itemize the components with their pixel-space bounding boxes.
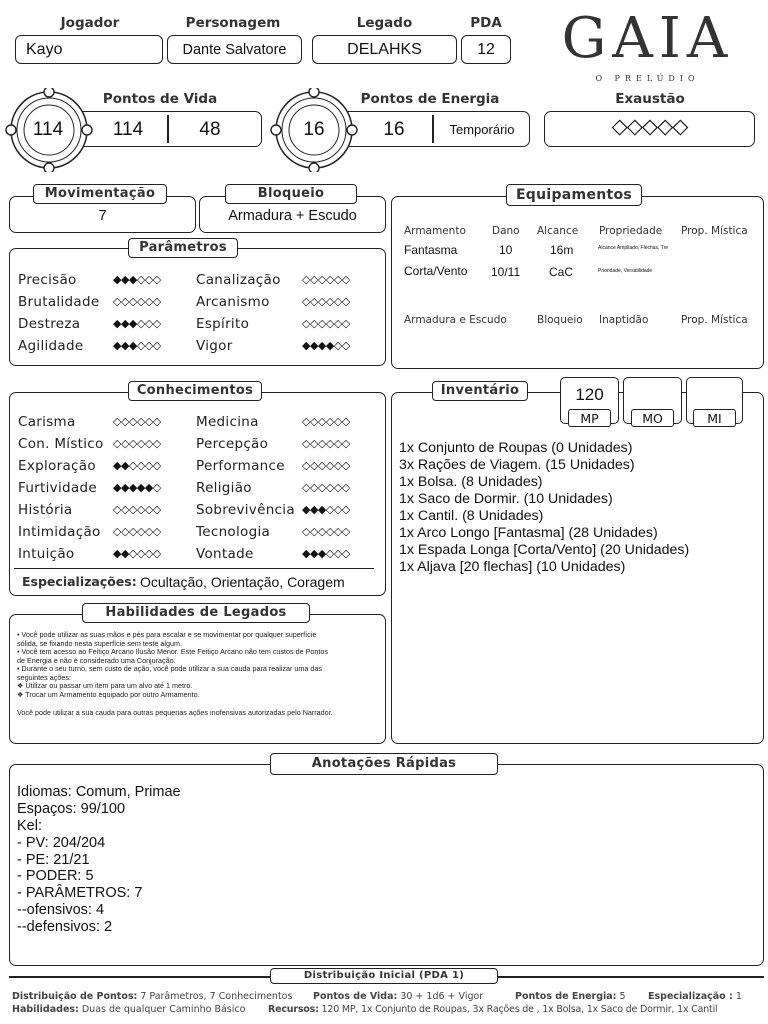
habilidade-line: sólida, se fixando nesta superfície sem teste algum. xyxy=(17,638,183,648)
equip-arma[interactable]: Corta/Vento xyxy=(404,264,468,278)
distribuicao-line2-b xyxy=(268,1004,717,1015)
param-dots[interactable]: ◆◆◆◇◇◇ xyxy=(113,273,161,286)
param-name: Brutalidade xyxy=(18,294,100,310)
conhecimento-dots[interactable]: ◇◇◇◇◇◇ xyxy=(113,415,161,428)
habilidade-line: • Você tem acesso ao Feitiço Arcano Ilusão Menor. Este Feitiço Arcano não tem custos de Pontos xyxy=(17,647,328,656)
conhecimento-dots[interactable]: ◇◇◇◇◇◇ xyxy=(302,459,350,472)
equip-header: Armamento xyxy=(404,225,466,237)
jogador-label: Jogador xyxy=(60,15,120,31)
equip-alcance[interactable]: 16m xyxy=(550,243,574,257)
pda-field[interactable] xyxy=(461,35,511,64)
dist-key: Distribuição de Pontos: xyxy=(12,991,138,1002)
conhecimento-dots[interactable]: ◆◆◆◇◇◇ xyxy=(302,503,350,516)
personagem-label: Personagem xyxy=(185,15,281,31)
conhecimento-name: Carisma xyxy=(18,414,76,430)
gaia-logo-text: GAIA xyxy=(561,6,734,71)
exaustao-boxes[interactable]: ◇◇◇◇◇ xyxy=(611,114,688,138)
dist-key: Especialização : xyxy=(648,991,733,1002)
conhecimento-dots[interactable]: ◇◇◇◇◇◇ xyxy=(113,437,161,450)
energia-current-value[interactable]: 16 xyxy=(383,119,405,140)
armor-header: Armadura e Escudo xyxy=(404,314,507,326)
habilidade-line: ❖ Utilizar ou passar um item para um alvo até 1 metro. xyxy=(17,681,193,690)
jogador-field[interactable] xyxy=(15,35,163,64)
conhecimento-dots[interactable]: ◇◇◇◇◇◇ xyxy=(302,525,350,538)
param-dots[interactable]: ◇◇◇◇◇◇ xyxy=(302,317,350,330)
habilidade-line: • Durante o seu turno, sem custo de ação, você pode utilizar a sua cauda para realizar uma das xyxy=(17,664,322,673)
vida-label: Pontos de Vida xyxy=(102,91,218,107)
conhecimento-dots[interactable]: ◆◆◆◇◇◇ xyxy=(302,547,350,560)
conhecimento-name: Vontade xyxy=(196,546,254,562)
personagem-value: Dante Salvatore xyxy=(182,41,287,58)
distribuicao-line1-b xyxy=(313,991,483,1002)
param-dots[interactable]: ◇◇◇◇◇◇ xyxy=(113,295,161,308)
conhecimento-name: Medicina xyxy=(196,414,259,430)
dist-value: Duas de qualquer Caminho Básico xyxy=(78,1004,246,1015)
anotacoes-title: Anotações Rápidas xyxy=(270,753,498,775)
param-name: Arcanismo xyxy=(196,294,270,310)
equip-dano[interactable]: 10/11 xyxy=(491,265,521,279)
param-name: Canalização xyxy=(196,272,281,288)
legado-label: Legado xyxy=(356,15,413,31)
distribuicao-line1-c xyxy=(515,991,626,1002)
armor-header: Bloqueio xyxy=(537,314,583,326)
param-dots[interactable]: ◆◆◆◇◇◇ xyxy=(113,317,161,330)
habilidades-title: Habilidades de Legados xyxy=(82,603,310,623)
pda-value: 12 xyxy=(477,40,495,58)
energia-circle-value[interactable]: 16 xyxy=(303,119,325,140)
inventory-item[interactable]: 1x Conjunto de Roupas (0 Unidades) xyxy=(399,440,633,456)
inventario-title: Inventário xyxy=(432,381,528,401)
habilidade-line: de Energia e não é considerado uma Conjuração. xyxy=(17,655,176,665)
conhecimento-name: Intimidação xyxy=(18,524,101,540)
gaia-logo xyxy=(540,6,755,86)
conhecimento-name: Tecnologia xyxy=(196,524,271,540)
inventory-item[interactable]: 1x Espada Longa [Corta/Vento] (20 Unidades) xyxy=(399,542,690,558)
habilidade-line: Você pode utilizar a sua cauda para outras pequenas ações inofensivas autorizadas pelo Narrador. xyxy=(17,708,333,717)
conhecimento-name: Intuição xyxy=(18,546,75,562)
dist-key: Recursos: xyxy=(268,1004,319,1015)
dist-key: Pontos de Vida: xyxy=(313,991,398,1002)
conhecimento-dots[interactable]: ◇◇◇◇◇◇ xyxy=(302,437,350,450)
param-name: Espírito xyxy=(196,316,250,332)
anotacao-line: - PV: 204/204 xyxy=(17,835,106,851)
distribuicao-line2 xyxy=(12,1004,245,1015)
vida-divider xyxy=(167,115,169,143)
armor-header: Prop. Mística xyxy=(681,314,748,326)
pda-label: PDA xyxy=(470,15,502,31)
dist-value: 30 + 1d6 + Vigor xyxy=(397,991,484,1002)
conhecimento-dots[interactable]: ◇◇◇◇◇◇ xyxy=(302,415,350,428)
equip-header: Propriedade xyxy=(599,225,663,237)
conhecimento-name: Exploração xyxy=(18,458,96,474)
conhecimento-name: Con. Místico xyxy=(18,436,104,452)
inventory-item[interactable]: 1x Saco de Dormir. (10 Unidades) xyxy=(399,491,613,507)
param-name: Destreza xyxy=(18,316,81,332)
equip-prop[interactable]: Prioridade, Versatilidade xyxy=(598,268,653,274)
equip-header: Alcance xyxy=(537,225,579,237)
anotacao-line: - PODER: 5 xyxy=(17,868,94,884)
conhecimento-dots[interactable]: ◇◇◇◇◇◇ xyxy=(113,525,161,538)
vida-circle-value[interactable]: 114 xyxy=(32,119,64,140)
distribuicao-line1-d xyxy=(648,991,742,1002)
especializacoes-line xyxy=(14,568,374,569)
param-dots[interactable]: ◆◆◆◇◇◇ xyxy=(113,339,161,352)
energia-extra-value[interactable]: Temporário xyxy=(449,122,515,137)
param-dots[interactable]: ◆◆◆◆◇◇ xyxy=(302,339,350,352)
conhecimento-name: História xyxy=(18,502,73,518)
dist-value: 1 xyxy=(732,991,742,1002)
conhecimento-dots[interactable]: ◆◆◆◆◆◇ xyxy=(113,481,161,494)
habilidade-line: seguintes ações: xyxy=(17,672,71,682)
coin-mo-label: MO xyxy=(642,411,663,426)
conhecimento-name: Sobrevivência xyxy=(196,502,295,518)
param-name: Precisão xyxy=(18,272,77,288)
equip-alcance[interactable]: CaC xyxy=(549,265,574,279)
conhecimentos-title: Conhecimentos xyxy=(128,381,262,401)
dist-key: Habilidades: xyxy=(12,1004,79,1015)
dist-key: Pontos de Energia: xyxy=(515,991,617,1002)
coin-mi-label: MI xyxy=(707,411,722,426)
conhecimento-dots[interactable]: ◆◆◇◇◇◇ xyxy=(113,547,161,560)
conhecimento-name: Performance xyxy=(196,458,285,474)
anotacao-line: - PE: 21/21 xyxy=(17,852,90,868)
conhecimento-name: Religião xyxy=(196,480,252,496)
equip-prop[interactable]: Alcance Ampliado, Flechas, Tre xyxy=(598,245,669,251)
conhecimento-name: Percepção xyxy=(196,436,269,452)
personagem-field[interactable] xyxy=(167,35,302,64)
exaustao-label: Exaustão xyxy=(615,91,685,107)
anotacao-line: Idiomas: Comum, Primae xyxy=(17,784,181,800)
energia-label: Pontos de Energia xyxy=(360,91,500,107)
equip-header: Dano xyxy=(492,225,520,237)
conhecimento-dots[interactable]: ◇◇◇◇◇◇ xyxy=(302,481,350,494)
dist-value: 5 xyxy=(616,991,626,1002)
especializacoes-label: Especializações: xyxy=(22,574,137,589)
conhecimento-dots[interactable]: ◇◇◇◇◇◇ xyxy=(113,503,161,516)
coin-mp-value: 120 xyxy=(575,385,604,404)
param-name: Agilidade xyxy=(18,338,84,354)
parametros-title: Parâmetros xyxy=(128,238,238,258)
armor-header: Inaptidão xyxy=(599,314,649,326)
anotacao-line: Espaços: 99/100 xyxy=(17,801,126,817)
vida-extra-value[interactable]: 48 xyxy=(199,119,221,140)
especializacoes-value[interactable]: Ocultação, Orientação, Coragem xyxy=(140,574,345,590)
anotacao-line: --defensivos: 2 xyxy=(17,919,113,935)
vida-current-value[interactable]: 114 xyxy=(112,119,144,140)
jogador-value: Kayo xyxy=(26,40,63,58)
param-dots[interactable]: ◇◇◇◇◇◇ xyxy=(302,295,350,308)
anotacao-line: - PARÂMETROS: 7 xyxy=(17,885,143,901)
bloqueio-title: Bloqueio xyxy=(225,184,357,204)
equip-arma[interactable]: Fantasma xyxy=(404,243,458,257)
inventory-item[interactable]: 1x Bolsa. (8 Unidades) xyxy=(399,474,543,490)
equipamentos-box xyxy=(391,196,764,369)
bloqueio-value: Armadura + Escudo xyxy=(228,208,357,224)
param-dots[interactable]: ◇◇◇◇◇◇ xyxy=(302,273,350,286)
conhecimento-name: Furtividade xyxy=(18,480,97,496)
legado-field[interactable] xyxy=(312,35,457,64)
distribuicao-title: Distribuição Inicial (PDA 1) xyxy=(270,968,498,984)
equip-header: Prop. Mística xyxy=(681,225,748,237)
habilidade-line: ❖ Trocar um Armamento equipado por outro Armamento. xyxy=(17,689,200,699)
inventory-item[interactable]: 1x Cantil. (8 Unidades) xyxy=(399,508,544,524)
movimentacao-value: 7 xyxy=(98,208,107,224)
equip-dano[interactable]: 10 xyxy=(499,243,513,257)
gaia-logo-subtitle: O PRELÚDIO xyxy=(595,74,700,83)
dist-value: 120 MP, 1x Conjunto de Roupas, 3x Rações de , 1x Bolsa, 1x Saco de Dormir, 1x Cantil xyxy=(318,1004,718,1015)
param-name: Vigor xyxy=(196,338,233,354)
inventory-item[interactable]: 1x Arco Longo [Fantasma] (28 Unidades) xyxy=(399,525,658,541)
anotacao-line: Kel: xyxy=(17,818,42,834)
habilidade-line: • Você pode utilizar as suas mãos e pés para escalar e se movimentar por qualquer superfície xyxy=(17,630,317,639)
energia-divider xyxy=(432,115,434,143)
inventory-item[interactable]: 3x Rações de Viagem. (15 Unidades) xyxy=(399,457,635,473)
legado-value: DELAHKS xyxy=(347,40,422,58)
dist-value: 7 Parâmetros, 7 Conhecimentos xyxy=(137,991,293,1002)
equipamentos-title: Equipamentos xyxy=(506,184,642,206)
anotacao-line: --ofensivos: 4 xyxy=(17,902,105,918)
conhecimento-dots[interactable]: ◆◆◇◇◇◇ xyxy=(113,459,161,472)
movimentacao-title: Movimentação xyxy=(33,184,167,204)
inventory-item[interactable]: 1x Aljava [20 flechas] (10 Unidades) xyxy=(399,559,626,575)
coin-mp-label: MP xyxy=(580,411,599,426)
